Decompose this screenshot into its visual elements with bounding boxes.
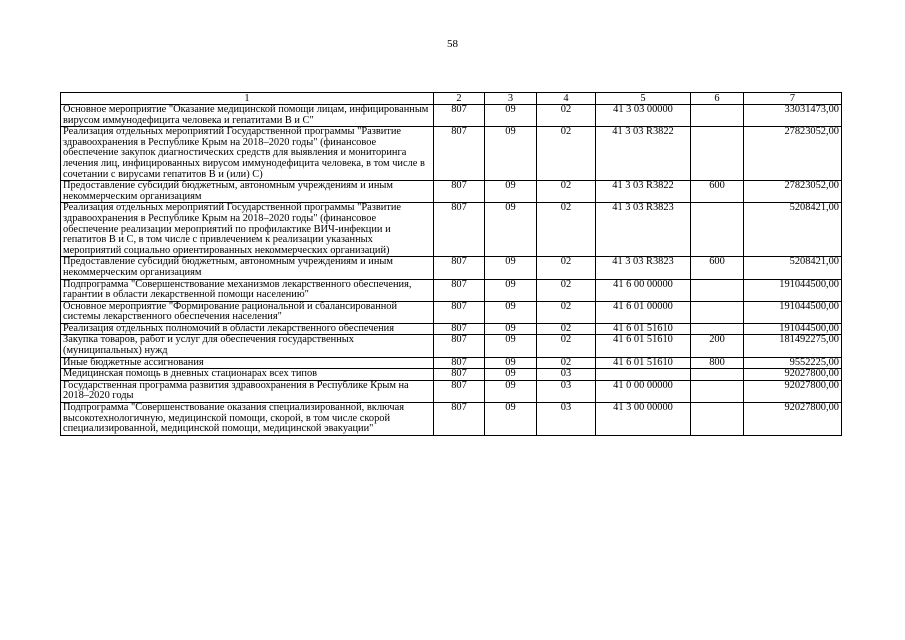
row-code-2-cell: 807 — [434, 357, 485, 369]
row-code-2-cell: 807 — [434, 301, 485, 323]
row-code-6-cell: 600 — [691, 257, 744, 279]
row-code-2-cell: 807 — [434, 203, 485, 257]
row-name-cell: Реализация отдельных мероприятий Государственной программы "Развитие здравоохранения в Республике Крым на 2018–2020 годы" (финансовое обеспечение закупок диагностических средств для выявления и мониторинга лечения лиц, инфицированных вирусом иммунодефицита человека, в том числе в сочетании с вирусами гепатитов В и (или) С) — [61, 127, 434, 181]
row-code-5-cell: 41 3 03 R3822 — [596, 181, 691, 203]
table-row — [61, 357, 842, 369]
row-sum-cell: 92027800,00 — [744, 380, 842, 402]
row-sum-cell: 191044500,00 — [744, 279, 842, 301]
row-code-2-cell: 807 — [434, 127, 485, 181]
header-cell: 6 — [691, 93, 744, 105]
row-name-cell: Основное мероприятие "Формирование рациональной и сбалансированной системы лекарственного обеспечения населения" — [61, 301, 434, 323]
table-row — [61, 203, 842, 257]
row-sum-cell: 9552225,00 — [744, 357, 842, 369]
row-code-4-cell: 02 — [537, 357, 596, 369]
row-name-cell: Реализация отдельных мероприятий Государственной программы "Развитие здравоохранения в Республике Крым на 2018–2020 годы" (финансовое обеспечение реализации мероприятий по профилактике ВИЧ-инфекции и гепатитов В и С, в том числе с привлечением к реализации указанных мероприятий социально ориентированных некоммерческих организаций) — [61, 203, 434, 257]
row-code-4-cell: 02 — [537, 257, 596, 279]
row-code-5-cell: 41 0 00 00000 — [596, 380, 691, 402]
row-code-3-cell: 09 — [485, 403, 537, 436]
table-row — [61, 369, 842, 381]
row-sum-cell: 27823052,00 — [744, 181, 842, 203]
row-code-4-cell: 02 — [537, 203, 596, 257]
row-code-5-cell: 41 3 00 00000 — [596, 403, 691, 436]
row-code-5-cell: 41 3 03 R3823 — [596, 257, 691, 279]
table-row — [61, 323, 842, 335]
page-number: 58 — [447, 38, 458, 50]
row-code-2-cell: 807 — [434, 181, 485, 203]
row-sum-cell: 92027800,00 — [744, 403, 842, 436]
row-sum-cell: 33031473,00 — [744, 105, 842, 127]
table-row — [61, 335, 842, 357]
row-code-6-cell — [691, 203, 744, 257]
row-code-3-cell: 09 — [485, 357, 537, 369]
row-code-5-cell: 41 3 03 R3823 — [596, 203, 691, 257]
row-code-3-cell: 09 — [485, 301, 537, 323]
row-code-2-cell: 807 — [434, 369, 485, 381]
row-name-cell: Иные бюджетные ассигнования — [61, 357, 434, 369]
row-code-4-cell: 02 — [537, 335, 596, 357]
row-sum-cell: 191044500,00 — [744, 301, 842, 323]
row-code-4-cell: 03 — [537, 369, 596, 381]
row-code-5-cell — [596, 369, 691, 381]
row-code-6-cell — [691, 403, 744, 436]
table-row — [61, 279, 842, 301]
row-name-cell: Предоставление субсидий бюджетным, автономным учреждениям и иным некоммерческим организациям — [61, 257, 434, 279]
row-code-4-cell: 03 — [537, 403, 596, 436]
table-row — [61, 301, 842, 323]
row-name-cell: Государственная программа развития здравоохранения в Республике Крым на 2018–2020 годы — [61, 380, 434, 402]
row-code-6-cell: 800 — [691, 357, 744, 369]
row-code-3-cell: 09 — [485, 369, 537, 381]
row-code-3-cell: 09 — [485, 279, 537, 301]
row-name-cell: Реализация отдельных полномочий в области лекарственного обеспечения — [61, 323, 434, 335]
table-row — [61, 380, 842, 402]
header-cell: 3 — [485, 93, 537, 105]
row-code-2-cell: 807 — [434, 257, 485, 279]
row-name-cell: Предоставление субсидий бюджетным, автономным учреждениям и иным некоммерческим организациям — [61, 181, 434, 203]
row-code-6-cell — [691, 301, 744, 323]
row-code-6-cell — [691, 279, 744, 301]
row-code-2-cell: 807 — [434, 380, 485, 402]
row-name-cell: Закупка товаров, работ и услуг для обеспечения государственных (муниципальных) нужд — [61, 335, 434, 357]
row-code-2-cell: 807 — [434, 403, 485, 436]
row-sum-cell: 92027800,00 — [744, 369, 842, 381]
row-sum-cell: 5208421,00 — [744, 203, 842, 257]
table-row — [61, 181, 842, 203]
row-code-4-cell: 02 — [537, 323, 596, 335]
row-name-cell: Подпрограмма "Совершенствование механизмов лекарственного обеспечения, гарантии в области лекарственной помощи населению" — [61, 279, 434, 301]
table-row — [61, 257, 842, 279]
header-cell: 7 — [744, 93, 842, 105]
row-code-6-cell: 600 — [691, 181, 744, 203]
row-name-cell: Медицинская помощь в дневных стационарах всех типов — [61, 369, 434, 381]
row-code-3-cell: 09 — [485, 335, 537, 357]
row-code-4-cell: 02 — [537, 301, 596, 323]
header-cell: 1 — [61, 93, 434, 105]
row-code-4-cell: 02 — [537, 127, 596, 181]
row-sum-cell: 181492275,00 — [744, 335, 842, 357]
row-name-cell: Основное мероприятие "Оказание медицинской помощи лицам, инфицированным вирусом иммунодефицита человека и гепатитами В и С" — [61, 105, 434, 127]
row-code-4-cell: 02 — [537, 279, 596, 301]
header-cell: 2 — [434, 93, 485, 105]
row-sum-cell: 191044500,00 — [744, 323, 842, 335]
row-code-5-cell: 41 3 03 R3822 — [596, 127, 691, 181]
row-code-3-cell: 09 — [485, 181, 537, 203]
row-code-2-cell: 807 — [434, 105, 485, 127]
row-code-6-cell — [691, 380, 744, 402]
row-code-2-cell: 807 — [434, 323, 485, 335]
row-code-3-cell: 09 — [485, 105, 537, 127]
row-code-3-cell: 09 — [485, 127, 537, 181]
table-row — [61, 403, 842, 436]
row-code-5-cell: 41 6 01 51610 — [596, 323, 691, 335]
row-code-5-cell: 41 6 01 51610 — [596, 335, 691, 357]
header-cell: 5 — [596, 93, 691, 105]
row-code-3-cell: 09 — [485, 257, 537, 279]
header-row — [61, 93, 842, 105]
row-code-3-cell: 09 — [485, 380, 537, 402]
row-code-6-cell — [691, 105, 744, 127]
header-cell: 4 — [537, 93, 596, 105]
table-row — [61, 105, 842, 127]
row-code-5-cell: 41 6 01 00000 — [596, 301, 691, 323]
row-code-3-cell: 09 — [485, 323, 537, 335]
row-name-cell: Подпрограмма "Совершенствование оказания специализированной, включая высокотехнологичную, медицинской помощи, скорой, в том числе скорой специализированной, медицинской помощи, медицинской эвакуации" — [61, 403, 434, 436]
row-code-6-cell — [691, 369, 744, 381]
row-code-4-cell: 02 — [537, 105, 596, 127]
row-code-6-cell — [691, 127, 744, 181]
row-code-5-cell: 41 6 00 00000 — [596, 279, 691, 301]
row-code-6-cell — [691, 323, 744, 335]
row-code-5-cell: 41 3 03 00000 — [596, 105, 691, 127]
row-code-6-cell: 200 — [691, 335, 744, 357]
budget-table — [60, 92, 842, 436]
row-code-2-cell: 807 — [434, 335, 485, 357]
row-sum-cell: 27823052,00 — [744, 127, 842, 181]
row-code-5-cell: 41 6 01 51610 — [596, 357, 691, 369]
row-code-3-cell: 09 — [485, 203, 537, 257]
table-row — [61, 127, 842, 181]
row-code-2-cell: 807 — [434, 279, 485, 301]
row-code-4-cell: 03 — [537, 380, 596, 402]
row-sum-cell: 5208421,00 — [744, 257, 842, 279]
row-code-4-cell: 02 — [537, 181, 596, 203]
